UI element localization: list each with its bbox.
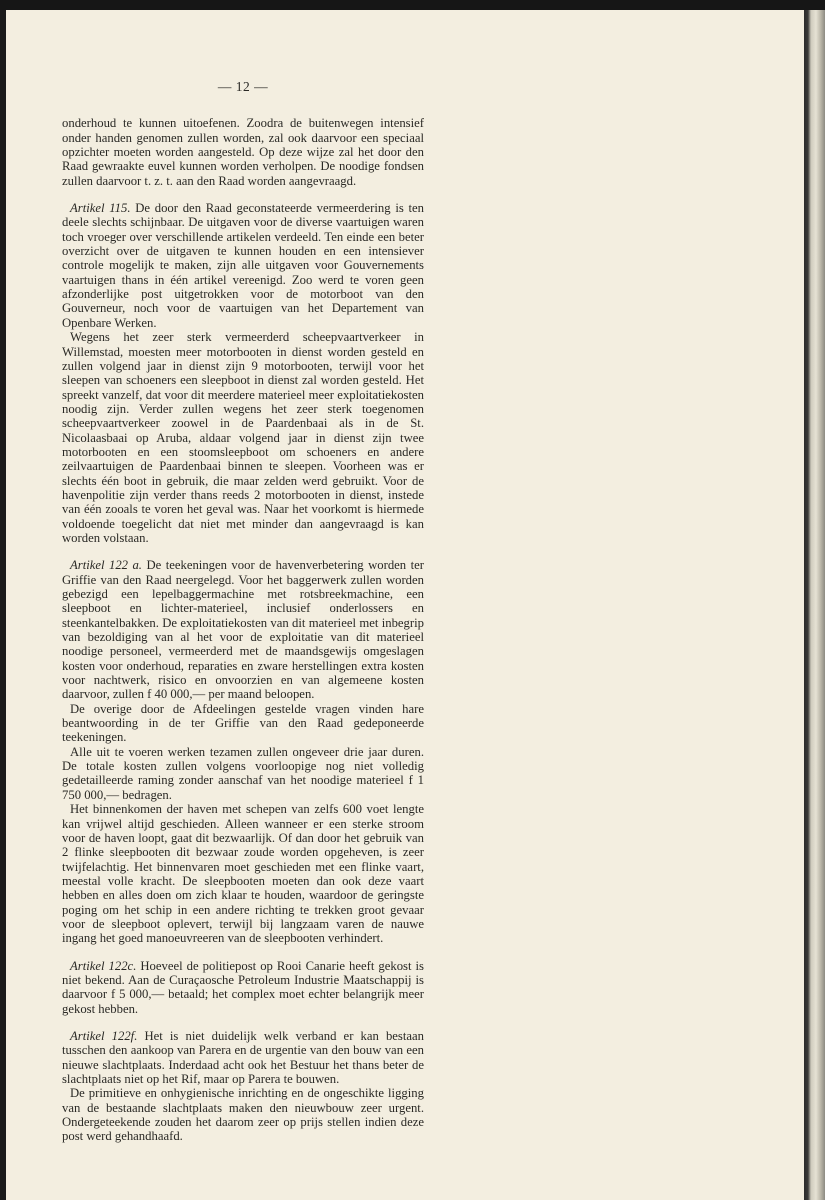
paragraph-text: Hoeveel de politiepost op Rooi Canarie heeft gekost is niet bekend. Aan de Curaçaosche Petroleum Industrie Maatschappij is daarvoor f 5 000,— betaald; het complex moet echter belangrijk meer gekost hebben. [62, 958, 424, 1016]
paragraph-afdeelingen [62, 702, 424, 745]
article-label: Artikel 122c. [70, 958, 137, 973]
paragraph-text: onderhoud te kunnen uitoefenen. Zoodra de buitenwegen intensief onder handen genomen zullen worden, zal ook daarvoor een speciaal opzichter moeten worden aangesteld. Op deze wijze zal het door den Raad gewraakte euvel kunnen worden verholpen. De noodige fondsen zullen daarvoor t. z. t. aan den Raad worden aangevraagd. [62, 116, 424, 188]
paragraph-text: De door den Raad geconstateerde vermeerdering is ten deele slechts schijnbaar. De uitgaven voor de diverse vaartuigen waren toch vroeger over verschillende artikelen verdeeld. Ten einde een beter overzicht over de uitgaven te kunnen houden en een intensiever controle mogelijk te maken, zijn alle uitgaven voor Gouvernements vaartuigen thans in één artikel vereenigd. Zoo werd te voren geen afzonderlijke post uitgetrokken voor de motorboot van den Gouverneur, noch voor de vaartuigen van het Departement van Openbare Werken. [62, 201, 424, 330]
paragraph-onderhoud [62, 116, 424, 188]
document-page [6, 10, 804, 1200]
page-content [62, 80, 424, 1144]
paragraph-artikel-122a [62, 558, 424, 701]
article-label: Artikel 115. [70, 201, 131, 216]
book-spine-edge [804, 10, 825, 1200]
scan-border [0, 0, 825, 10]
paragraph-text: De overige door de Afdeelingen gestelde vragen vinden hare beantwoording in de ter Griffie van den Raad gedeponeerde teekeningen. [62, 701, 424, 745]
paragraph-artikel-115 [62, 201, 424, 330]
paragraph-slachtplaats [62, 1086, 424, 1143]
article-label: Artikel 122 a. [70, 558, 142, 573]
paragraph-text: Het binnenkomen der haven met schepen van zelfs 600 voet lengte kan vrijwel altijd geschieden. Alleen wanneer er een sterke stroom voor de haven loopt, gaat dit bezwaarlijk. Of dan door het gebruik van 2 flinke sleepbooten dit bezwaar zoude worden opgeheven, is zeer twijfelachtig. Het binnenvaren moet geschieden met een flinke vaart, meestal volle kracht. De sleepbooten moeten dan ook deze vaart hebben en alles doen om zich klaar te houden, waardoor de geringste poging om het schip in een andere richting te trekken groot gevaar voor de sleepboot oplevert, terwijl bij langzaam varen de nauwe ingang het goed manoeuvreeren van de sleepbooten verhindert. [62, 802, 424, 946]
paragraph-scheepvaart [62, 330, 424, 545]
paragraph-text: Alle uit te voeren werken tezamen zullen ongeveer drie jaar duren. De totale kosten zullen volgens voorloopige nog niet volledig gedetailleerde raming zonder aanschaf van het noodige materieel f 1 750 000,— bedragen. [62, 744, 424, 802]
paragraph-text: De teekeningen voor de havenverbetering worden ter Griffie van den Raad neergelegd. Voor het baggerwerk zullen worden gebezigd een lepelbaggermachine met rotsbreekmachine, een sleepboot en lichter-materieel, inclusief onderlossers en steenkantelbakken. De exploitatiekosten van dit materieel met inbegrip van bezoldiging van al het voor de exploitatie van dit materieel noodige personeel, vermeerderd met de maandsgewijs omgeslagen kosten voor onderhoud, reparaties en zware herstellingen extra kosten voor nachtwerk, risico en onvoorzien en van algemeene kosten daarvoor, zullen f 40 000,— per maand beloopen. [62, 558, 424, 702]
paragraph-text: Het is niet duidelijk welk verband er kan bestaan tusschen den aankoop van Parera en de urgentie van den bouw van een nieuwe slachtplaats. Inderdaad acht ook het Bestuur het thans beter de slachtplaats niet op het Rif, maar op Parera te bouwen. [62, 1028, 424, 1086]
paragraph-text: De primitieve en onhygienische inrichting en de ongeschikte ligging van de bestaande slachtplaats maken den nieuwbouw zeer urgent. Ondergeteekende zouden het daarom zeer op prijs stellen indien deze post werd gehandhaafd. [62, 1086, 424, 1144]
paragraph-haven [62, 802, 424, 945]
paragraph-artikel-122f [62, 1029, 424, 1086]
article-label: Artikel 122f. [70, 1028, 138, 1043]
paragraph-text: Wegens het zeer sterk vermeerderd scheepvaartverkeer in Willemstad, moesten meer motorbooten in dienst worden gesteld en zullen volgend jaar in dienst zijn 9 motorbooten, terwijl voor het sleepen van schoeners een sleepboot in dienst zal worden gesteld. Het spreekt vanzelf, dat voor dit meerdere materieel meer exploitatiekosten noodig zijn. Verder zullen wegens het zeer sterk toegenomen scheepvaartverkeer zoowel in de Paardenbaai als in de St. Nicolaasbaai op Aruba, aldaar volgend jaar in dienst zijn twee motorbooten en een stoomsleepboot om schoeners en andere zeilvaartuigen de Paardenbaai binnen te sleepen. Voorheen was er slechts één boot in gebruik, die maar zelden werd gebruikt. Voor de havenpolitie zijn verder thans reeds 2 motorbooten in dienst, instede van één zooals te voren het geval was. Naar het voorkomt is hiermede voldoende toegelicht dat niet met minder dan aangevraagd is kan worden volstaan. [62, 330, 424, 545]
paragraph-artikel-122c [62, 959, 424, 1016]
page-number: — 12 — [217, 79, 269, 94]
paragraph-werken [62, 745, 424, 802]
